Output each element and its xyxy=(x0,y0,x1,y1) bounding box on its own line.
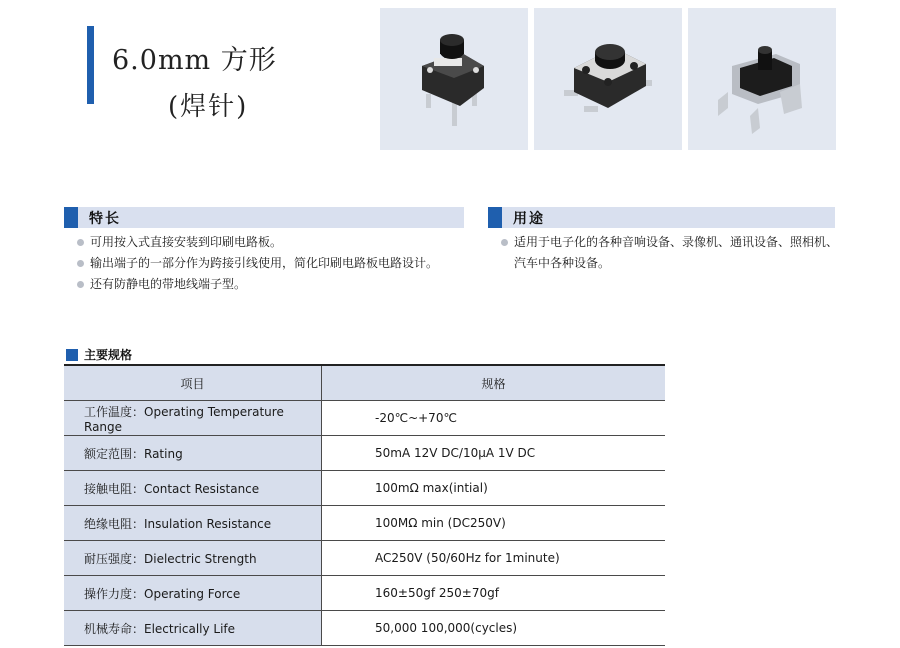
spec-value-cell: 50,000 100,000(cycles) xyxy=(375,621,518,635)
page-title: 6.0mm 方形 xyxy=(112,45,277,76)
spec-item-cell: 接触电阻：Contact Resistance xyxy=(64,471,322,505)
table-row xyxy=(64,506,665,541)
usage-header-marker xyxy=(488,207,502,228)
spec-item-cell: 机械寿命：Electrically Life xyxy=(64,611,322,645)
spec-item-cell: 工作温度：Operating Temperature Range xyxy=(64,401,322,435)
table-row xyxy=(64,576,665,611)
spec-value-cell: 50mA 12V DC/10μA 1V DC xyxy=(375,446,536,460)
table-header-row xyxy=(64,366,665,401)
spec-item-cell: 操作力度：Operating Force xyxy=(64,576,322,610)
spec-value-cell: 100mΩ max(intial) xyxy=(375,481,488,495)
list-item: 适用于电子化的各种音响设备、录像机、通讯设备、照相机、汽车中各种设备。 xyxy=(496,232,841,274)
table-row xyxy=(64,611,665,646)
list-item: 输出端子的一部分作为跨接引线使用，简化印刷电路板电路设计。 xyxy=(72,253,482,274)
features-section-header xyxy=(64,207,464,228)
tact-switch-smd-photo xyxy=(534,8,682,150)
list-item: 可用按入式直接安装到印刷电路板。 xyxy=(72,232,482,253)
table-row xyxy=(64,401,665,436)
specs-heading-marker xyxy=(66,349,78,361)
usage-heading: 用途 xyxy=(513,211,545,227)
bullet-icon xyxy=(501,239,508,246)
spec-value-cell: 160±50gf 250±70gf xyxy=(375,586,499,600)
features-list xyxy=(72,232,482,295)
column-header-spec: 规格 xyxy=(322,366,665,400)
table-row xyxy=(64,541,665,576)
table-row xyxy=(64,436,665,471)
specs-heading: 主要规格 xyxy=(84,348,133,362)
title-accent-bar xyxy=(87,26,94,104)
bullet-icon xyxy=(77,239,84,246)
tact-switch-through-hole-photo xyxy=(380,8,528,150)
bullet-icon xyxy=(77,281,84,288)
list-item: 还有防静电的带地线端子型。 xyxy=(72,274,482,295)
spec-value-cell: AC250V (50/60Hz for 1minute) xyxy=(375,551,560,565)
spec-value-cell: 100MΩ min (DC250V) xyxy=(375,516,506,530)
spec-value-cell: -20℃~+70℃ xyxy=(375,411,457,425)
spec-item-cell: 绝缘电阻：Insulation Resistance xyxy=(64,506,322,540)
column-header-item: 项目 xyxy=(64,366,322,400)
usage-section-header xyxy=(488,207,835,228)
specs-table xyxy=(64,364,665,646)
features-header-marker xyxy=(64,207,78,228)
spec-item-cell: 耐压强度：Dielectric Strength xyxy=(64,541,322,575)
bullet-icon xyxy=(77,260,84,267)
page-subtitle: (焊针) xyxy=(168,92,249,122)
features-heading: 特长 xyxy=(89,211,121,227)
usage-list xyxy=(496,232,841,274)
spec-item-cell: 额定范围：Rating xyxy=(64,436,322,470)
tact-switch-right-angle-photo xyxy=(688,8,836,150)
table-row xyxy=(64,471,665,506)
